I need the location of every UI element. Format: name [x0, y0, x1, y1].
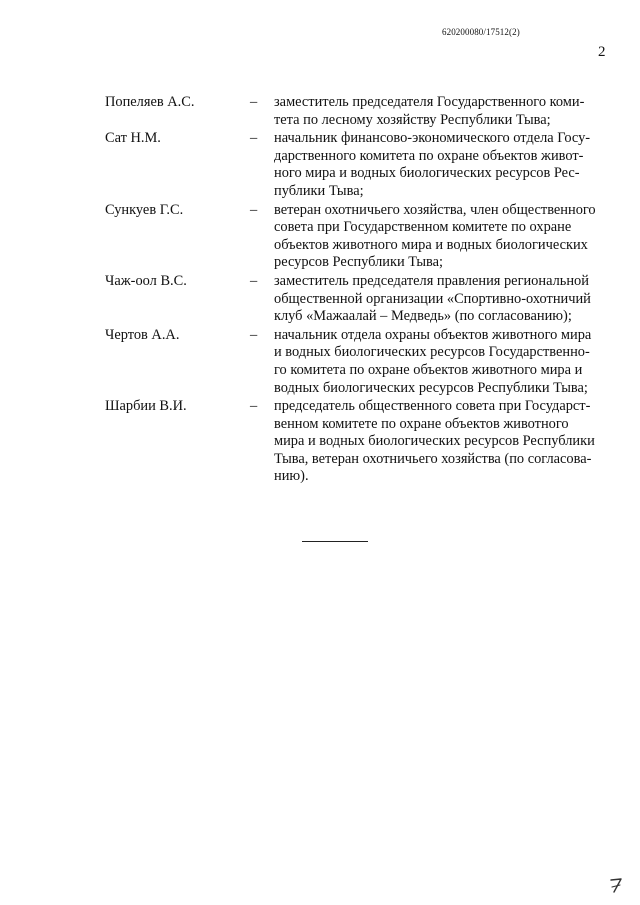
- member-row: [105, 202, 610, 272]
- member-dash: –: [250, 326, 258, 343]
- member-name: Попеляев А.С.: [105, 94, 195, 110]
- member-dash: –: [250, 398, 258, 415]
- member-description: заместитель председателя Государственного коми- тета по лесному хозяйству Республики Тыва;: [274, 94, 585, 128]
- member-name: Сат Н.М.: [105, 130, 161, 147]
- member-row: [105, 327, 610, 397]
- member-name: Сункуев Г.С.: [105, 201, 184, 218]
- page-number: 2: [598, 44, 606, 60]
- members-list: [105, 94, 610, 487]
- member-description: начальник отдела охраны объектов животного мира и водных биологических ресурсов Государственно- го комитета по охране объектов животного мира и водных биологических ресурсов Республики Тыва;: [274, 326, 592, 396]
- member-row: [105, 94, 610, 129]
- member-dash: –: [250, 201, 258, 218]
- member-description: начальник финансово-экономического отдела Госу- дарственного комитета по охране объектов живот- ного мира и водных биологических ресурсов Рес- публики Тыва;: [274, 130, 591, 199]
- member-dash: –: [250, 272, 258, 289]
- member-description: заместитель председателя правления региональной общественной организации «Спортивно-охотничий клуб «Мажаалай – Медведь» (по согласованию);: [274, 272, 591, 325]
- member-dash: –: [250, 94, 258, 110]
- document-code: 620200080/17512(2): [442, 27, 520, 37]
- member-name: Чертов А.А.: [105, 326, 180, 343]
- end-divider: [302, 541, 368, 542]
- member-description: председатель общественного совета при Государст- венном комитете по охране объектов животного мира и водных биологических ресурсов Республики Тыва, ветеран охотничьего хозяйства (по согласова- нию).: [274, 398, 595, 485]
- handwritten-mark-icon: [608, 876, 624, 894]
- member-row: [105, 273, 610, 326]
- member-row: [105, 130, 610, 200]
- member-name: Шарбии В.И.: [105, 398, 187, 415]
- member-description: ветеран охотничьего хозяйства, член общественного совета при Государственном комитете по охране объектов животного мира и водных биологических ресурсов Республики Тыва;: [274, 201, 596, 271]
- member-name: Чаж-оол В.С.: [105, 272, 187, 289]
- member-row: [105, 398, 610, 486]
- member-dash: –: [250, 130, 258, 147]
